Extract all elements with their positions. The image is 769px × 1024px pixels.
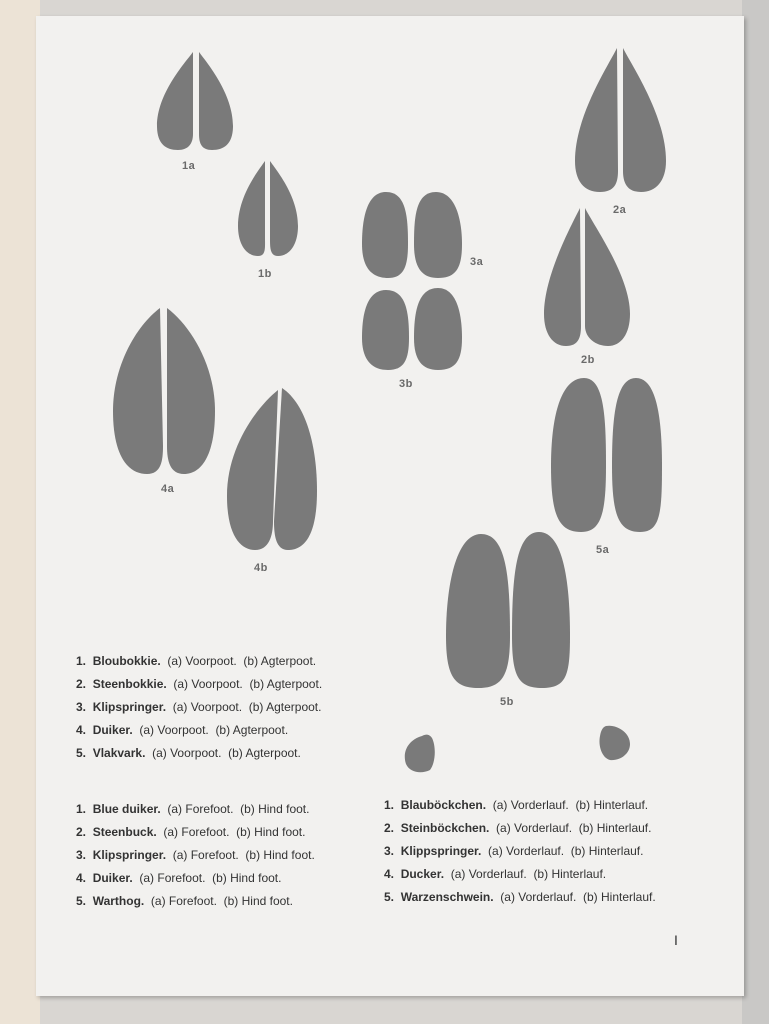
list-item: 2. Steenbuck. (a) Forefoot. (b) Hind foot.: [76, 825, 306, 839]
track-1b-print: [238, 161, 298, 256]
track-label-2b: 2b: [581, 354, 595, 366]
track-2b-print: [544, 208, 630, 346]
caption-list-afrikaans: [76, 650, 322, 765]
track-label-1a: 1a: [182, 160, 196, 172]
dewclaw-mark-right: [599, 726, 630, 760]
list-item: 3. Klippspringer. (a) Vorderlauf. (b) Hinterlauf.: [384, 844, 644, 858]
list-item: 5. Warthog. (a) Forefoot. (b) Hind foot.: [76, 894, 293, 908]
track-label-1b: 1b: [258, 268, 272, 280]
track-5b-print: [446, 532, 570, 688]
track-label-4b: 4b: [254, 562, 268, 574]
list-item: 1. Bloubokkie. (a) Voorpoot. (b) Agterpoot.: [76, 654, 317, 668]
list-item: 1. Blauböckchen. (a) Vorderlauf. (b) Hinterlauf.: [384, 798, 649, 812]
track-2a-print: [575, 48, 666, 192]
track-1a-print: [157, 52, 233, 150]
track-3a-print: [362, 192, 462, 278]
list-item: 2. Steenbokkie. (a) Voorpoot. (b) Agterpoot.: [76, 677, 323, 691]
list-item: 1. Blue duiker. (a) Forefoot. (b) Hind foot.: [76, 802, 310, 816]
track-label-5a: 5a: [596, 544, 610, 556]
track-label-3b: 3b: [399, 378, 413, 390]
list-item: 3. Klipspringer. (a) Voorpoot. (b) Agterpoot.: [76, 700, 322, 714]
list-item: 3. Klipspringer. (a) Forefoot. (b) Hind foot.: [76, 848, 315, 862]
list-item: 5. Vlakvark. (a) Voorpoot. (b) Agterpoot.: [76, 746, 301, 760]
track-4b-print: [227, 388, 317, 550]
track-label-5b: 5b: [500, 696, 514, 708]
track-3b-print: [362, 288, 462, 370]
caption-list-english: [76, 798, 315, 913]
dewclaw-mark-left: [405, 735, 435, 773]
list-item: 4. Duiker. (a) Voorpoot. (b) Agterpoot.: [76, 723, 289, 737]
list-item: 4. Ducker. (a) Vorderlauf. (b) Hinterlauf.: [384, 867, 607, 881]
list-item: 5. Warzenschwein. (a) Vorderlauf. (b) Hinterlauf.: [384, 890, 656, 904]
track-label-3a: 3a: [470, 256, 484, 268]
background-surface: [742, 0, 769, 1024]
page-number: I: [674, 932, 678, 948]
list-item: 4. Duiker. (a) Forefoot. (b) Hind foot.: [76, 871, 282, 885]
book-page: [36, 16, 744, 996]
list-item: 2. Steinböckchen. (a) Vorderlauf. (b) Hinterlauf.: [384, 821, 652, 835]
track-label-2a: 2a: [613, 204, 627, 216]
track-5a-print: [551, 378, 662, 532]
track-4a-print: [113, 308, 215, 474]
facing-page-edge: [0, 0, 40, 1024]
track-label-4a: 4a: [161, 483, 175, 495]
caption-list-german: [384, 794, 656, 909]
